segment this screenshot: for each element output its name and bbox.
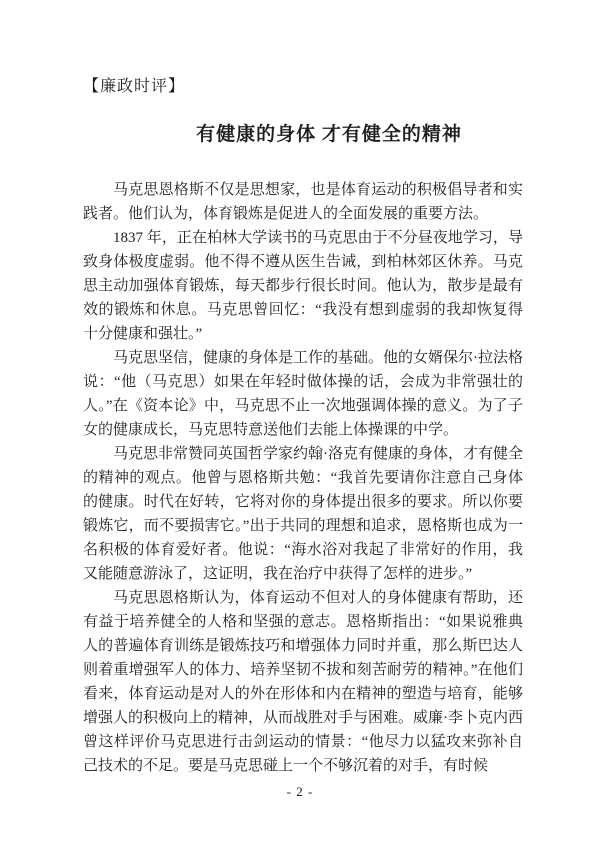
page-title: 有健康的身体 才有健全的精神 (196, 124, 462, 145)
paragraph: 马克思坚信，健康的身体是工作的基础。他的女婿保尔·拉法格说：“他（马克思）如果在年轻时做体操的话，会成为非常强壮的人。”在《资本论》中，马克思不止一次地强调体操的意义。为了子女的健康成长，马克思特意送他们去能上体操课的中学。 (83, 350, 523, 438)
paragraph: 1837 年，正在柏林大学读书的马克思由于不分昼夜地学习，导致身体极度虚弱。他不得不遵从医生告诫，到柏林郊区休养。马克思主动加强体育锻炼，每天都步行很长时间。他认为，散步是最有效的锻炼和休息。马克思曾回忆：“我没有想到虚弱的我却恢复得十分健康和强壮。” (83, 230, 523, 342)
paragraph: 马克思恩格斯认为，体育运动不但对人的身体健康有帮助，还有益于培养健全的人格和坚强的意志。恩格斯指出：“如果说雅典人的普遍体育训练是锻炼技巧和增强体力同时并重，那么斯巴达人则着重增强军人的体力、培养坚韧不拔和刻苦耐劳的精神。”在他们看来，体育运动是对人的外在形体和内在精神的塑造与培育，能够增强人的积极向上的精神，从而战胜对手与困难。威廉·李卜克内西曾这样评价马克思进行击剑运动的情景：“他尽力以猛攻来弥补自己技术的不足。要是马克思碰上一个不够沉着的对手，有时候 (83, 590, 523, 774)
document-body (83, 178, 523, 778)
paragraph: 马克思恩格斯不仅是思想家，也是体育运动的积极倡导者和实践者。他们认为，体育锻炼是促进人的全面发展的重要方法。 (83, 182, 523, 222)
page-number: - 2 - (286, 784, 314, 799)
section-tag: 【廉政时评】 (83, 78, 186, 95)
paragraph: 马克思非常赞同英国哲学家约翰·洛克有健康的身体，才有健全的精神的观点。他曾与恩格斯共勉：“我首先要请你注意自己身体的健康。时代在好转，它将对你的身体提出很多的要求。所以你要锻炼它，而不要损害它。”出于共同的理想和追求，恩格斯也成为一名积极的体育爱好者。他说：“海水浴对我起了非常好的作用，我又能随意游泳了，这证明，我在治疗中获得了怎样的进步。” (83, 446, 523, 582)
